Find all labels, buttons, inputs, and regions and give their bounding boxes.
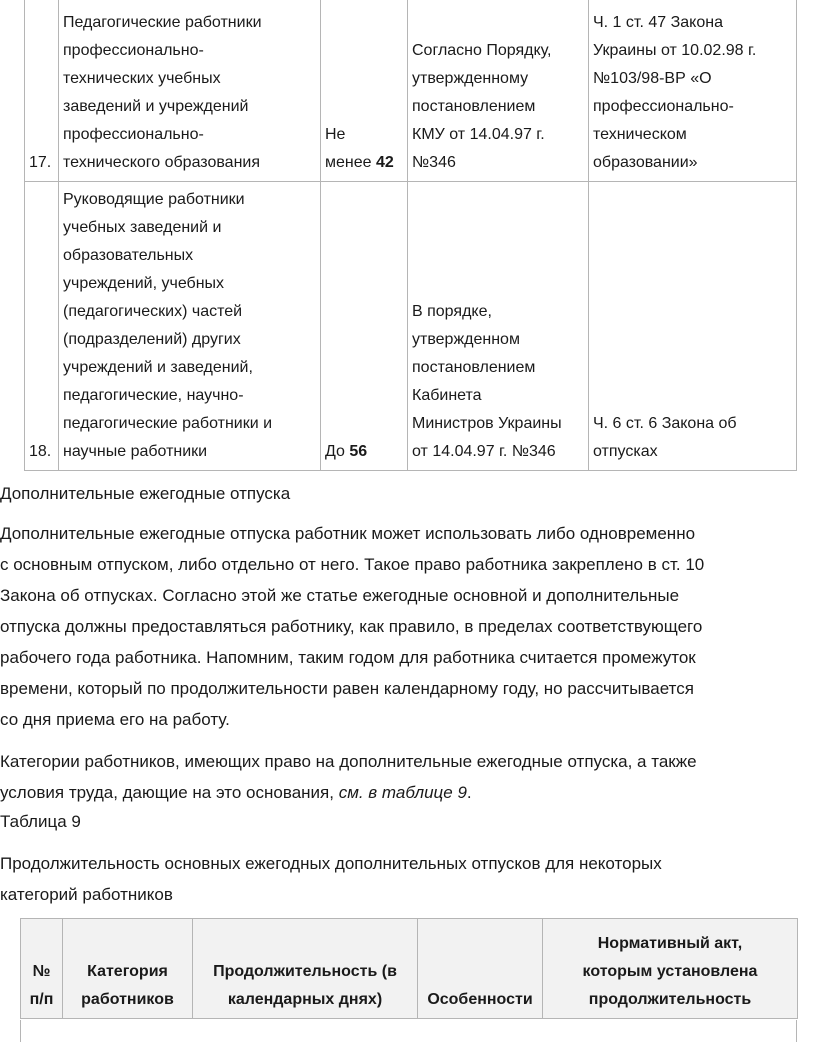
column-header-number: № п/п xyxy=(21,919,63,1019)
worker-category: Руководящие работники учебных заведений и образовательных учреждений, учебных (педагогических) частей (подразделений) других учреждений и заведений, педагогические, научно- педагогические работники и научные работники xyxy=(59,182,321,471)
granting-order: Согласно Порядку, утвержденному постановлением КМУ от 14.04.97 г. №346 xyxy=(408,0,589,182)
paragraph-additional-leave: Дополнительные ежегодные отпуска работник может использовать либо одновременно с основным отпуском, либо отдельно от него. Такое право работника закреплено в ст. 10 Закона об отпусках. Согласно этой же статье ежегодные основной и дополнительные отпуска должны предоставляться работнику, как правило, в пределах соответствующего рабочего года работника. Напомним, таким годом для работника считается промежуток времени, который по продолжительности равен календарному году, но рассчитывается со дня приема его на работу. xyxy=(0,524,705,729)
granting-order: В порядке, утвержденном постановлением Кабинета Министров Украины от 14.04.97 г. №346 xyxy=(408,182,589,471)
leave-table-continued xyxy=(24,0,797,471)
table-title: Продолжительность основных ежегодных дополнительных отпусков для некоторых категорий работников xyxy=(0,854,662,904)
table-continuation xyxy=(20,1020,797,1042)
legal-act: Ч. 1 ст. 47 Закона Украины от 10.02.98 г. №103/98-ВР «О профессионально- техническом образовании» xyxy=(589,0,797,182)
duration-prefix: Не менее xyxy=(325,126,372,171)
column-header-category: Категория работников xyxy=(63,919,193,1019)
table-reference: см. в таблице 9 xyxy=(338,783,467,802)
duration-days: 42 xyxy=(375,154,394,171)
table-row xyxy=(25,182,797,471)
table-caption: Таблица 9 xyxy=(0,812,81,831)
column-header-duration: Продолжительность (в календарных днях) xyxy=(193,919,418,1019)
table-9-header xyxy=(20,918,798,1019)
column-header-legal-act: Нормативный акт, которым установлена продолжительность xyxy=(543,919,798,1019)
row-number: 17. xyxy=(25,0,59,182)
leave-duration xyxy=(321,182,408,471)
duration-prefix: До xyxy=(325,443,350,460)
column-header-features: Особенности xyxy=(418,919,543,1019)
table-row xyxy=(25,0,797,182)
paragraph-categories xyxy=(0,746,816,808)
header-row xyxy=(21,919,798,1019)
legal-act: Ч. 6 ст. 6 Закона об отпусках xyxy=(589,182,797,471)
leave-duration xyxy=(321,0,408,182)
paragraph-text: Категории работников, имеющих право на дополнительные ежегодные отпуска, а также условия труда, дающие на это основания, xyxy=(0,752,697,802)
duration-days: 56 xyxy=(349,443,368,460)
paragraph-tail: . xyxy=(466,783,472,802)
section-heading: Дополнительные ежегодные отпуска xyxy=(0,484,291,503)
worker-category: Педагогические работники профессионально- технических учебных заведений и учреждений профессионально- технического образования xyxy=(59,0,321,182)
row-number: 18. xyxy=(25,182,59,471)
